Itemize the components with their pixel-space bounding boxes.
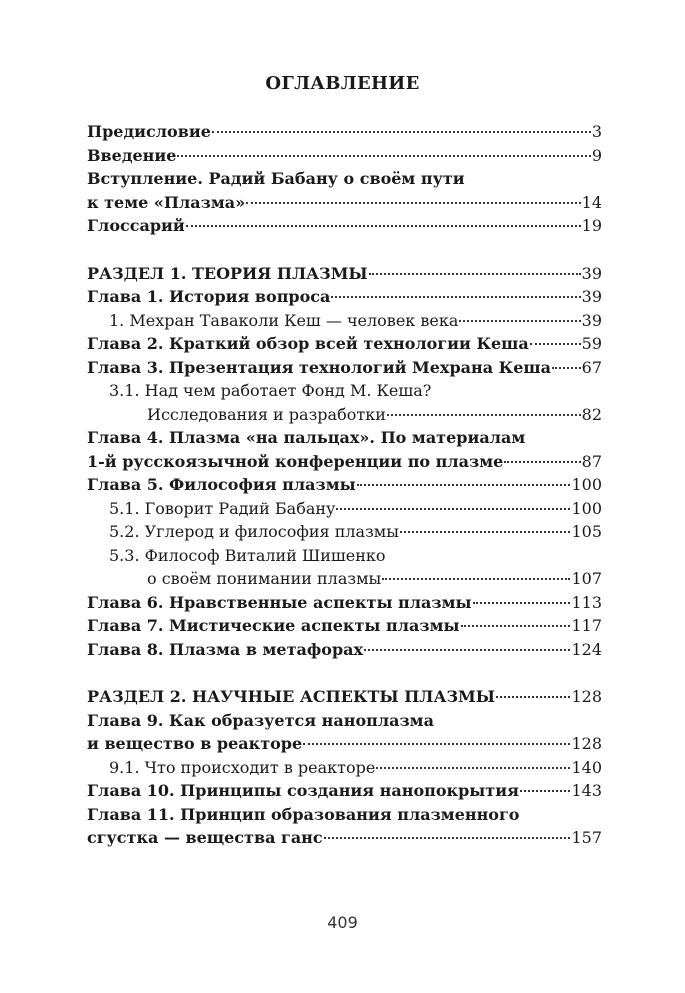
toc-entry-page: 143 [571, 781, 602, 800]
dot-leader [331, 296, 580, 298]
toc-entry-text: Глава 6. Нравственные аспекты плазмы [87, 592, 472, 612]
toc-entry-text: 1-й русскоязычной конференции по плазме [87, 451, 504, 471]
toc-chapter-2[interactable] [87, 332, 602, 356]
toc-chapter-7[interactable] [87, 614, 602, 638]
toc-entry-preface[interactable] [87, 120, 602, 144]
dot-leader [246, 202, 581, 204]
toc-section-2[interactable] [87, 685, 602, 709]
toc-section-1[interactable] [87, 262, 602, 286]
dot-leader [459, 320, 580, 322]
toc-chapter-11-line2[interactable] [87, 826, 602, 850]
toc-entry-introduction[interactable] [87, 144, 602, 168]
toc-entry-page: 124 [571, 639, 602, 659]
dot-leader [461, 625, 571, 627]
toc-entry-text: Глава 11. Принцип образования плазменного [87, 804, 520, 824]
toc-entry-text: Исследования и разработки [147, 404, 386, 424]
toc-subentry-3-1-line2[interactable] [87, 403, 602, 427]
dot-leader [382, 578, 570, 580]
toc-entry-text: 5.2. Углерод и философия плазмы [109, 522, 399, 541]
dot-leader [357, 484, 571, 486]
toc-entry-page: 105 [571, 522, 602, 541]
toc-entry-text: Глава 7. Мистические аспекты плазмы [87, 616, 460, 635]
dot-leader [186, 225, 581, 227]
toc-subentry-5-2[interactable] [87, 520, 602, 544]
toc-entry-text: к теме «Плазма» [87, 192, 246, 212]
toc-chapter-11-line1[interactable] [87, 803, 602, 827]
toc-chapter-9-line1[interactable] [87, 709, 602, 733]
dot-leader [400, 531, 570, 533]
dot-leader [496, 696, 570, 698]
toc-entry-page: 14 [581, 192, 602, 212]
dot-leader [473, 602, 571, 604]
dot-leader [336, 508, 570, 510]
dot-leader [387, 414, 581, 416]
toc-title: ОГЛАВЛЕНИЕ [265, 73, 420, 94]
dot-leader [552, 367, 581, 369]
toc-chapter-3[interactable] [87, 356, 602, 380]
section-spacer [87, 661, 602, 685]
toc-entry-text: Глава 2. Краткий обзор всей технологии Кеша [87, 334, 529, 353]
toc-entry-text: Вступление. Радий Бабану о своём пути [87, 169, 465, 188]
toc-chapter-9-line2[interactable] [87, 732, 602, 756]
toc-entry-page: 100 [571, 498, 602, 518]
toc-entry-page: 39 [581, 263, 602, 283]
toc-entry-text: сгустка — вещества ганс [87, 828, 323, 847]
toc-entry-text: Глава 4. Плазма «на пальцах». По материалам [87, 428, 526, 447]
toc-subentry-9-1[interactable] [87, 756, 602, 780]
toc-entry-page: 67 [581, 357, 602, 377]
toc-chapter-5[interactable] [87, 473, 602, 497]
toc-entry-page: 59 [581, 334, 602, 353]
toc-entry-text: 5.1. Говорит Радий Бабану [109, 498, 336, 518]
toc-chapter-10[interactable] [87, 779, 602, 803]
toc-entry-page: 3 [591, 122, 602, 141]
toc-entry-page: 128 [571, 687, 602, 706]
dot-leader [369, 273, 581, 275]
toc-chapter-1[interactable] [87, 285, 602, 309]
toc-entry-page: 157 [571, 828, 602, 847]
toc-entry-page: 107 [571, 569, 602, 588]
toc-entry-foreword-line1[interactable] [87, 167, 602, 191]
toc-chapter-4-line1[interactable] [87, 426, 602, 450]
toc-entry-text: РАЗДЕЛ 1. ТЕОРИЯ ПЛАЗМЫ [87, 263, 368, 283]
dot-leader [364, 649, 570, 651]
toc-subentry-5-3-line1[interactable] [87, 544, 602, 568]
toc-entry-text: 9.1. Что происходит в реакторе [109, 757, 376, 777]
toc-entry-text: Предисловие [87, 122, 211, 141]
toc-entry-text: Глоссарий [87, 216, 185, 235]
toc-entry-page: 39 [581, 310, 602, 330]
dot-leader [177, 155, 590, 157]
toc-entry-glossary[interactable] [87, 214, 602, 238]
toc-entry-page: 128 [571, 734, 602, 753]
toc-entry-text: Глава 3. Презентация технологий Мехрана Кеша [87, 357, 551, 377]
toc-chapter-4-line2[interactable] [87, 450, 602, 474]
toc-entry-text: РАЗДЕЛ 2. НАУЧНЫЕ АСПЕКТЫ ПЛАЗМЫ [87, 687, 495, 706]
section-spacer [87, 238, 602, 262]
toc-entry-page: 117 [571, 616, 602, 635]
toc-entry-page: 9 [591, 145, 602, 165]
toc-entry-text: Глава 10. Принципы создания нанопокрытия [87, 781, 519, 800]
toc-chapter-8[interactable] [87, 638, 602, 662]
dot-leader [324, 837, 571, 839]
toc-entry-foreword-line2[interactable] [87, 191, 602, 215]
toc-entry-text: о своём понимании плазмы [147, 569, 382, 588]
page-number: 409 [327, 913, 358, 932]
table-of-contents [87, 120, 602, 850]
dot-leader [212, 131, 591, 133]
toc-entry-text: Глава 5. Философия плазмы [87, 475, 356, 494]
toc-subentry-5-1[interactable] [87, 497, 602, 521]
toc-entry-text: Введение [87, 145, 177, 165]
dot-leader [504, 461, 580, 463]
dot-leader [530, 343, 581, 345]
toc-entry-page: 140 [571, 757, 602, 777]
toc-subentry-5-3-line2[interactable] [87, 567, 602, 591]
toc-entry-text: 3.1. Над чем работает Фонд М. Кеша? [109, 381, 432, 400]
dot-leader [520, 790, 571, 792]
toc-entry-page: 100 [571, 475, 602, 494]
toc-entry-text: 5.3. Философ Виталий Шишенко [109, 545, 386, 565]
toc-chapter-6[interactable] [87, 591, 602, 615]
toc-subentry-3-1-line1[interactable] [87, 379, 602, 403]
toc-entry-page: 19 [581, 216, 602, 235]
toc-subentry-1[interactable] [87, 309, 602, 333]
toc-entry-text: Глава 8. Плазма в метафорах [87, 639, 364, 659]
toc-entry-page: 82 [581, 404, 602, 424]
toc-entry-page: 113 [571, 592, 602, 612]
toc-entry-text: Глава 9. Как образуется наноплазма [87, 710, 434, 730]
toc-entry-page: 39 [581, 287, 602, 306]
toc-entry-text: Глава 1. История вопроса [87, 287, 331, 306]
toc-entry-page: 87 [581, 451, 602, 471]
toc-entry-text: 1. Мехран Таваколи Кеш — человек века [109, 310, 459, 330]
toc-entry-text: и вещество в реакторе [87, 734, 303, 753]
dot-leader [303, 743, 570, 745]
dot-leader [376, 767, 570, 769]
